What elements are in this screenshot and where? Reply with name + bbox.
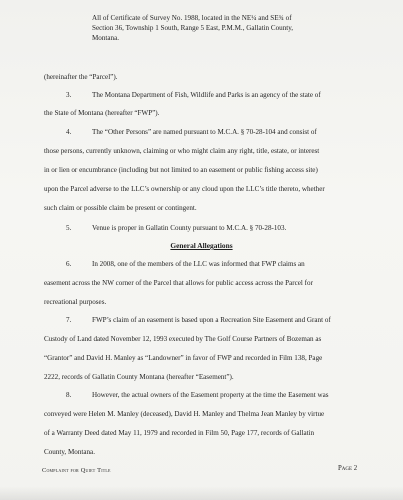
legal-description-line: Montana. (92, 34, 119, 42)
paragraph-number: 4. (66, 128, 72, 136)
paragraph-text: 2222, records of Gallatin County Montana (hereafter “Easement”). (44, 373, 234, 381)
paragraph-text: conveyed were Helen M. Manley (deceased), David H. Manley and Thelma Jean Manley by virtue (44, 410, 325, 418)
paragraph-text: recreational purposes. (44, 298, 107, 306)
paragraph-number: 7. (66, 316, 72, 324)
page-number: Page 2 (338, 465, 358, 472)
paragraph-text: However, the actual owners of the Easement property at the time the Easement was (92, 391, 329, 399)
paragraph-text: such claim or possible claim be present or contingent. (44, 204, 197, 212)
paragraph-text: FWP’s claim of an easement is based upon a Recreation Site Easement and Grant of (92, 316, 331, 324)
legal-description-line: All of Certificate of Survey No. 1988, located in the NE¼ and SE¾ of (92, 14, 292, 22)
paragraph-4 (44, 127, 374, 213)
paragraph-3 (44, 90, 374, 118)
paragraph-number: 8. (66, 391, 72, 399)
paragraph-number: 6. (66, 260, 72, 268)
paragraph-text: of a Warranty Deed dated May 11, 1979 and recorded in Film 50, Page 177, records of Gallatin (44, 429, 315, 437)
paragraph-5 (44, 223, 374, 233)
paragraph-7 (44, 315, 374, 382)
paragraph-6 (44, 259, 374, 307)
paragraph-text: the State of Montana (hereafter “FWP”). (44, 109, 160, 117)
legal-description-line: Section 36, Township 1 South, Range 5 East, P.M.M., Gallatin County, (92, 24, 294, 32)
section-heading: General Allegations (170, 241, 233, 250)
paragraph-text: Venue is proper in Gallatin County pursuant to M.C.A. § 70-28-103. (92, 224, 287, 232)
paragraph-text: in or lien or encumbrance (including but not limited to an easement or public fishing access site) (44, 166, 318, 174)
paragraph-text: In 2008, one of the members of the LLC was informed that FWP claims an (92, 260, 305, 268)
paragraph-text: Custody of Land dated November 12, 1993 executed by The Golf Course Partners of Bozeman as (44, 335, 322, 343)
paragraph-text: County, Montana. (44, 448, 95, 456)
paragraph-8 (44, 390, 374, 457)
paragraph-text: “Grantor” and David H. Manley as “Landowner” in favor of FWP and recorded in Film 138, Page (44, 354, 323, 362)
paragraph-text: easement across the NW corner of the Parcel that allows for public access across the Parcel for (44, 279, 313, 287)
parcel-definition: (hereinafter the “Parcel”). (44, 73, 118, 81)
paragraph-text: upon the Parcel adverse to the LLC’s ownership or any cloud upon the LLC’s title thereto, whether (44, 185, 325, 193)
paragraph-text: The Montana Department of Fish, Wildlife and Parks is an agency of the state of (92, 91, 321, 99)
paragraph-number: 3. (66, 91, 72, 99)
paragraph-text: those persons, currently unknown, claiming or who might claim any right, title, estate, or interest (44, 147, 320, 155)
paragraph-text: The “Other Persons” are named pursuant to M.C.A. § 70-28-104 and consist of (92, 128, 317, 136)
footer-title: Complaint for Quiet Title (42, 467, 111, 474)
paragraph-number: 5. (66, 224, 72, 232)
legal-description (92, 13, 344, 43)
